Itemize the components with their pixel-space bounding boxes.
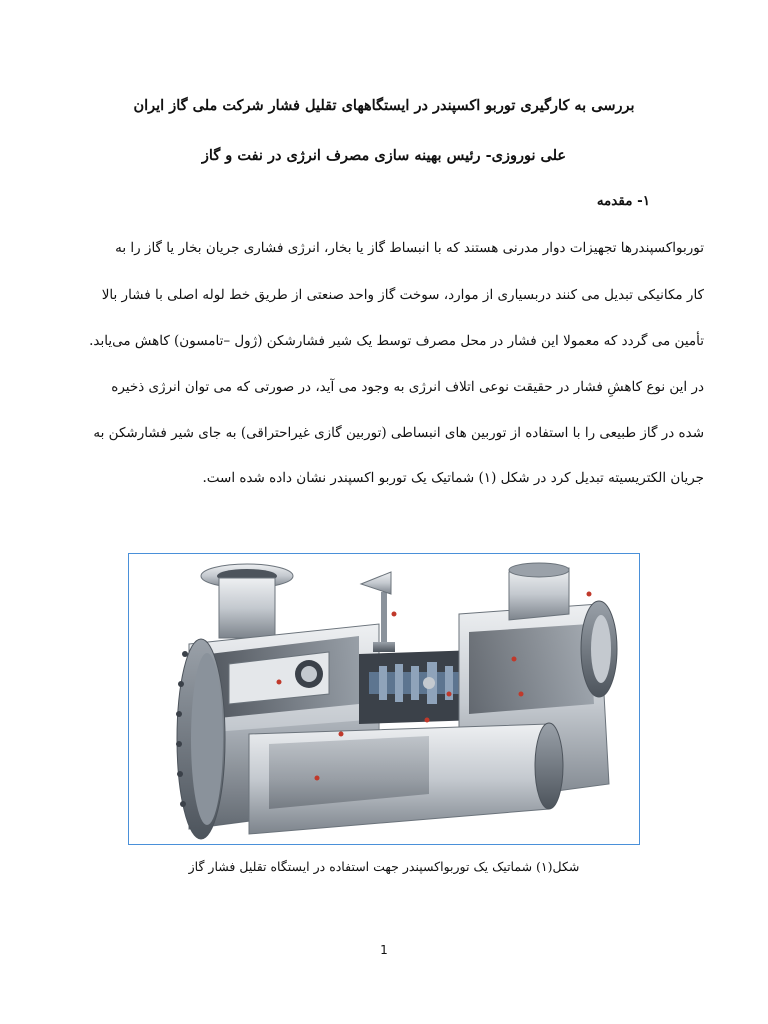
document-title: بررسی به کارگیری توربو اکسپندر در ایستگاههای تقلیل فشار شرکت ملی گاز ایران xyxy=(133,97,635,114)
inlet-flange xyxy=(201,564,293,638)
paragraph-line: در این نوع کاهشِ فشار در حقیقت نوعی اتلاف انرژی به وجود می آید، در صورتی که می توان انرژی ذخیره xyxy=(111,379,704,395)
paragraph-line: جریان الکتریسیته تبدیل کرد در شکل (۱) شماتیک یک توربو اکسپندر نشان داده شده است. xyxy=(202,470,704,486)
end-cover-left xyxy=(176,639,225,839)
turboexpander-cutaway-illustration xyxy=(129,554,638,843)
paragraph-line: شده در گاز طبیعی را با استفاده از توربین های انبساطی (توربین گازی غیراحتراقی) به جای شیر فشارشکن به xyxy=(93,425,704,441)
paragraph-line: توربواکسپندرها تجهیزات دوار مدرنی هستند که با انبساط گاز یا بخار، انرژی فشاری جریان بخار یا گاز را به xyxy=(115,240,704,256)
page-number: 1 xyxy=(380,943,388,957)
figure-caption: شکل(۱) شماتیک یک توربواکسپندر جهت استفاده در ایستگاه تقلیل فشار گاز xyxy=(188,859,580,874)
figure-frame xyxy=(128,553,640,845)
paragraph-line: تأمین می گردد که معمولا این فشار در محل مصرف توسط یک شیر فشارشکن (ژول –تامسون) کاهش می‌یابد. xyxy=(89,333,704,349)
section-heading: ۱- مقدمه xyxy=(596,193,650,209)
author-line: علی نوروزی- رئیس بهینه سازی مصرف انرژی در نفت و گاز xyxy=(201,147,567,164)
lower-body xyxy=(249,723,563,834)
paragraph-line: کار مکانیکی تبدیل می کنند دربسیاری از موارد، سوخت گاز واحد صنعتی از طریق خط لوله اصلی با فشار بالا xyxy=(101,287,704,303)
